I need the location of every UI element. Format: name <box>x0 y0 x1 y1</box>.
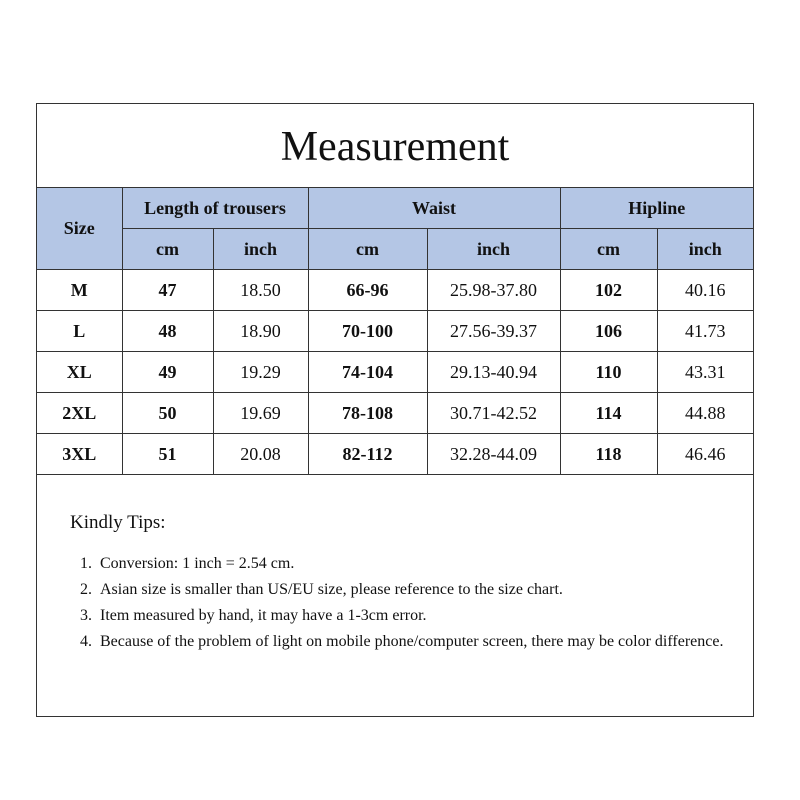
unit-header: inch <box>213 229 308 270</box>
length-inch-cell: 20.08 <box>213 434 308 475</box>
tip-item: 1. Conversion: 1 inch = 2.54 cm. <box>96 551 730 577</box>
chart-title: Measurement <box>37 104 753 188</box>
hip-cm-cell: 118 <box>560 434 657 475</box>
tip-item: 4. Because of the problem of light on mobile phone/computer screen, there may be color difference. <box>96 629 730 655</box>
unit-header: cm <box>308 229 427 270</box>
length-inch-cell: 19.69 <box>213 393 308 434</box>
tips-title: Kindly Tips: <box>70 512 166 533</box>
header-length: Length of trousers <box>122 188 308 229</box>
table-row <box>37 270 753 311</box>
waist-inch-cell: 27.56-39.37 <box>427 311 560 352</box>
tip-item: 2. Asian size is smaller than US/EU size, please reference to the size chart. <box>96 577 730 603</box>
waist-cm-cell: 74-104 <box>308 352 427 393</box>
unit-header: cm <box>560 229 657 270</box>
waist-inch-cell: 29.13-40.94 <box>427 352 560 393</box>
length-cm-cell: 51 <box>122 434 213 475</box>
waist-inch-cell: 25.98-37.80 <box>427 270 560 311</box>
length-cm-cell: 50 <box>122 393 213 434</box>
length-cm-cell: 49 <box>122 352 213 393</box>
size-cell: L <box>37 311 122 352</box>
waist-cm-cell: 70-100 <box>308 311 427 352</box>
header-row-units <box>37 229 753 270</box>
waist-cm-cell: 82-112 <box>308 434 427 475</box>
header-row-groups <box>37 188 753 229</box>
tips-list <box>70 551 730 655</box>
waist-cm-cell: 66-96 <box>308 270 427 311</box>
unit-header: inch <box>427 229 560 270</box>
header-hipline: Hipline <box>560 188 753 229</box>
size-chart-frame <box>36 103 754 717</box>
size-table <box>37 188 753 475</box>
hip-inch-cell: 40.16 <box>657 270 753 311</box>
length-cm-cell: 47 <box>122 270 213 311</box>
size-cell: 2XL <box>37 393 122 434</box>
length-inch-cell: 19.29 <box>213 352 308 393</box>
hip-cm-cell: 102 <box>560 270 657 311</box>
unit-header: inch <box>657 229 753 270</box>
table-row <box>37 311 753 352</box>
size-cell: 3XL <box>37 434 122 475</box>
hip-inch-cell: 44.88 <box>657 393 753 434</box>
unit-header: cm <box>122 229 213 270</box>
kindly-tips <box>70 512 730 655</box>
waist-cm-cell: 78-108 <box>308 393 427 434</box>
size-cell: M <box>37 270 122 311</box>
length-inch-cell: 18.90 <box>213 311 308 352</box>
header-size: Size <box>37 188 122 270</box>
table-row <box>37 352 753 393</box>
hip-cm-cell: 106 <box>560 311 657 352</box>
waist-inch-cell: 30.71-42.52 <box>427 393 560 434</box>
length-inch-cell: 18.50 <box>213 270 308 311</box>
waist-inch-cell: 32.28-44.09 <box>427 434 560 475</box>
hip-inch-cell: 41.73 <box>657 311 753 352</box>
tip-item: 3. Item measured by hand, it may have a 1-3cm error. <box>96 603 730 629</box>
table-row <box>37 434 753 475</box>
size-cell: XL <box>37 352 122 393</box>
hip-inch-cell: 43.31 <box>657 352 753 393</box>
hip-inch-cell: 46.46 <box>657 434 753 475</box>
hip-cm-cell: 110 <box>560 352 657 393</box>
header-waist: Waist <box>308 188 560 229</box>
hip-cm-cell: 114 <box>560 393 657 434</box>
table-row <box>37 393 753 434</box>
length-cm-cell: 48 <box>122 311 213 352</box>
